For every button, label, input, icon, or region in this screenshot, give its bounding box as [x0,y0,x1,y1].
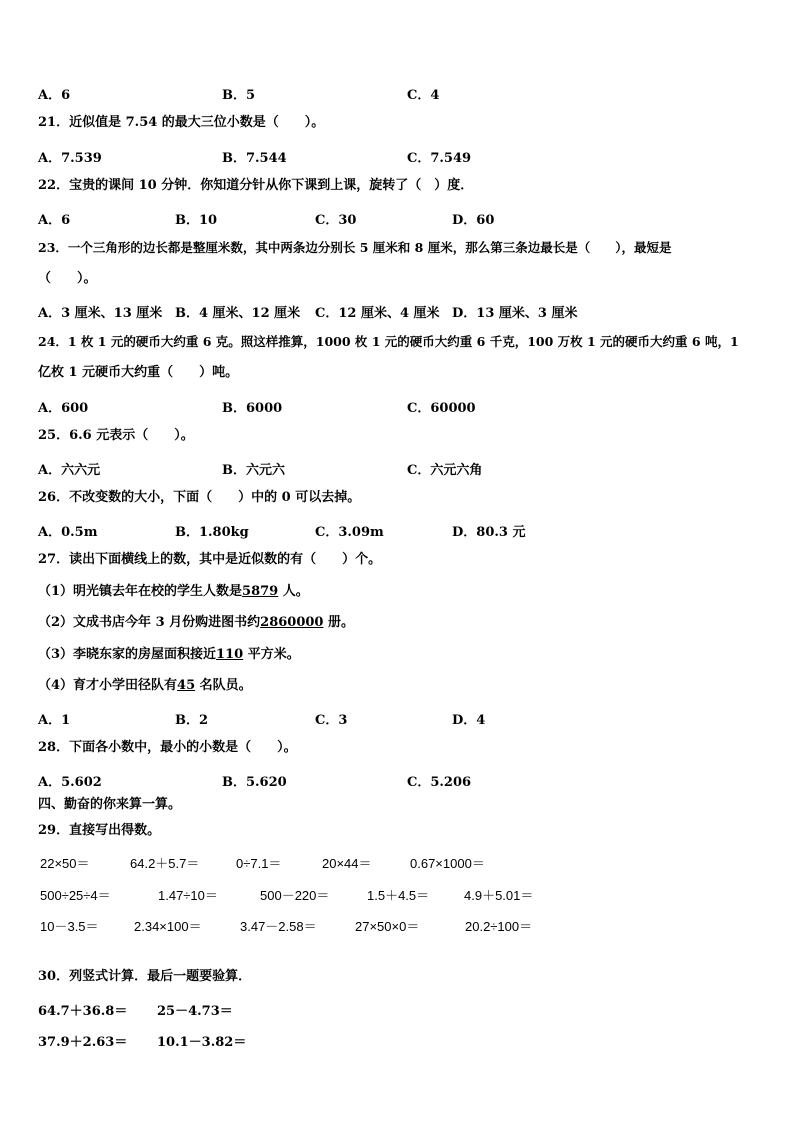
q30-question: 30．列竖式计算．最后一题要验算． [38,969,252,984]
statement-text: 册。 [323,615,355,630]
calc-item: 20×44＝ [322,856,372,871]
q22-question: 22．宝贵的课间 10 分钟．你知道分针从你下课到上课，旋转了（ ）度． [38,178,474,193]
q25-option-a: A．六六元 [38,463,101,478]
q23-question-line2: （ ）。 [38,271,97,286]
calc-item: 4.9＋5.01＝ [464,888,534,903]
calc-item: 0.67×1000＝ [410,856,485,871]
underlined-number: 110 [216,647,244,662]
calc-item: 27×50×0＝ [355,919,420,934]
q21-option-a: A．7.539 [38,151,102,166]
underlined-number: 45 [177,678,196,693]
q24-option-c: C．60000 [407,401,476,416]
q20-option-c: C．4 [407,88,440,103]
vertical-calc-3: 37.9＋2.63＝ [38,1035,128,1050]
vertical-calc-1: 64.7＋36.8＝ [38,1004,128,1019]
q23-option-c: C．12 厘米、4 厘米 [315,306,440,321]
q27-question: 27．读出下面横线上的数，其中是近似数的有（ ）个。 [38,552,382,567]
q26-option-d: D．80.3 元 [452,525,526,540]
q26-question: 26．不改变数的大小，下面（ ）中的 0 可以去掉。 [38,490,361,505]
q24-question-line1: 24．1 枚 1 元的硬币大约重 6 克。照这样推算，1000 枚 1 元的硬币大约重 6 千克，100 万枚 1 元的硬币大约重 6 吨，1 [38,334,739,349]
q20-option-a: A．6 [38,88,71,103]
statement-text: （4）育才小学田径队有 [38,678,178,693]
q27-statement-4 [38,678,252,694]
q27-option-a: A．1 [38,713,71,728]
q25-option-b: B．六元六 [222,463,285,478]
q27-option-c: C．3 [315,713,348,728]
q24-option-b: B．6000 [222,401,283,416]
statement-text: 平方米。 [243,647,300,662]
statement-text: 名队员。 [195,678,252,693]
calc-item: 10－3.5＝ [40,919,99,934]
statement-text: （2）文成书店今年 3 月份购进图书约 [38,615,261,630]
calc-item: 500－220＝ [260,888,330,903]
underlined-number: 5879 [242,584,279,599]
q25-option-c: C．六元六角 [407,463,483,478]
q22-option-b: B．10 [175,213,218,228]
q27-option-b: B．2 [175,713,209,728]
q23-option-b: B．4 厘米、12 厘米 [175,306,301,321]
q27-statement-2 [38,615,354,631]
q21-option-c: C．7.549 [407,151,472,166]
q26-option-c: C．3.09m [315,525,384,540]
vertical-calc-2: 25－4.73＝ [157,1004,233,1019]
q29-question: 29．直接写出得数。 [38,823,161,838]
calc-item: 22×50＝ [40,856,90,871]
q20-option-b: B．5 [222,88,256,103]
q28-option-c: C．5.206 [407,775,472,790]
q23-question-line1: 23．一个三角形的边长都是整厘米数，其中两条边分别长 5 厘米和 8 厘米，那么第三条边最长是（ ），最短是 [38,240,672,255]
q27-statement-1 [38,584,309,600]
q26-option-b: B．1.80kg [175,525,249,540]
q22-option-c: C．30 [315,213,357,228]
statement-text: （1）明光镇去年在校的学生人数是 [38,584,243,599]
q21-option-b: B．7.544 [222,151,287,166]
calc-item: 64.2＋5.7＝ [130,856,200,871]
calc-item: 500÷25÷4＝ [40,888,111,903]
calc-item: 0÷7.1＝ [236,856,282,871]
statement-text: 人。 [278,584,309,599]
calc-item: 3.47－2.58＝ [240,919,317,934]
section-heading: 四、勤奋的你来算一算。 [38,797,182,812]
calc-item: 2.34×100＝ [134,919,202,934]
q24-question-line2: 亿枚 1 元硬币大约重（ ）吨。 [38,365,239,380]
q26-option-a: A．0.5m [38,525,98,540]
q21-question: 21．近似值是 7.54 的最大三位小数是（ ）。 [38,115,325,130]
q28-option-b: B．5.620 [222,775,287,790]
q22-option-a: A．6 [38,213,71,228]
vertical-calc-4: 10.1－3.82＝ [157,1035,247,1050]
q22-option-d: D．60 [452,213,495,228]
q23-option-d: D．13 厘米、3 厘米 [452,306,578,321]
q27-option-d: D．4 [452,713,486,728]
q28-question: 28．下面各小数中，最小的小数是（ ）。 [38,740,297,755]
calc-item: 1.5＋4.5＝ [367,888,430,903]
q25-question: 25．6.6 元表示（ ）。 [38,428,194,443]
underlined-number: 2860000 [260,615,324,630]
calc-item: 1.47÷10＝ [158,888,218,903]
q23-option-a: A．3 厘米、13 厘米 [38,306,163,321]
calc-item: 20.2÷100＝ [465,919,533,934]
q27-statement-3 [38,647,300,663]
q24-option-a: A．600 [38,401,89,416]
q28-option-a: A．5.602 [38,775,102,790]
statement-text: （3）李晓东家的房屋面积接近 [38,647,217,662]
